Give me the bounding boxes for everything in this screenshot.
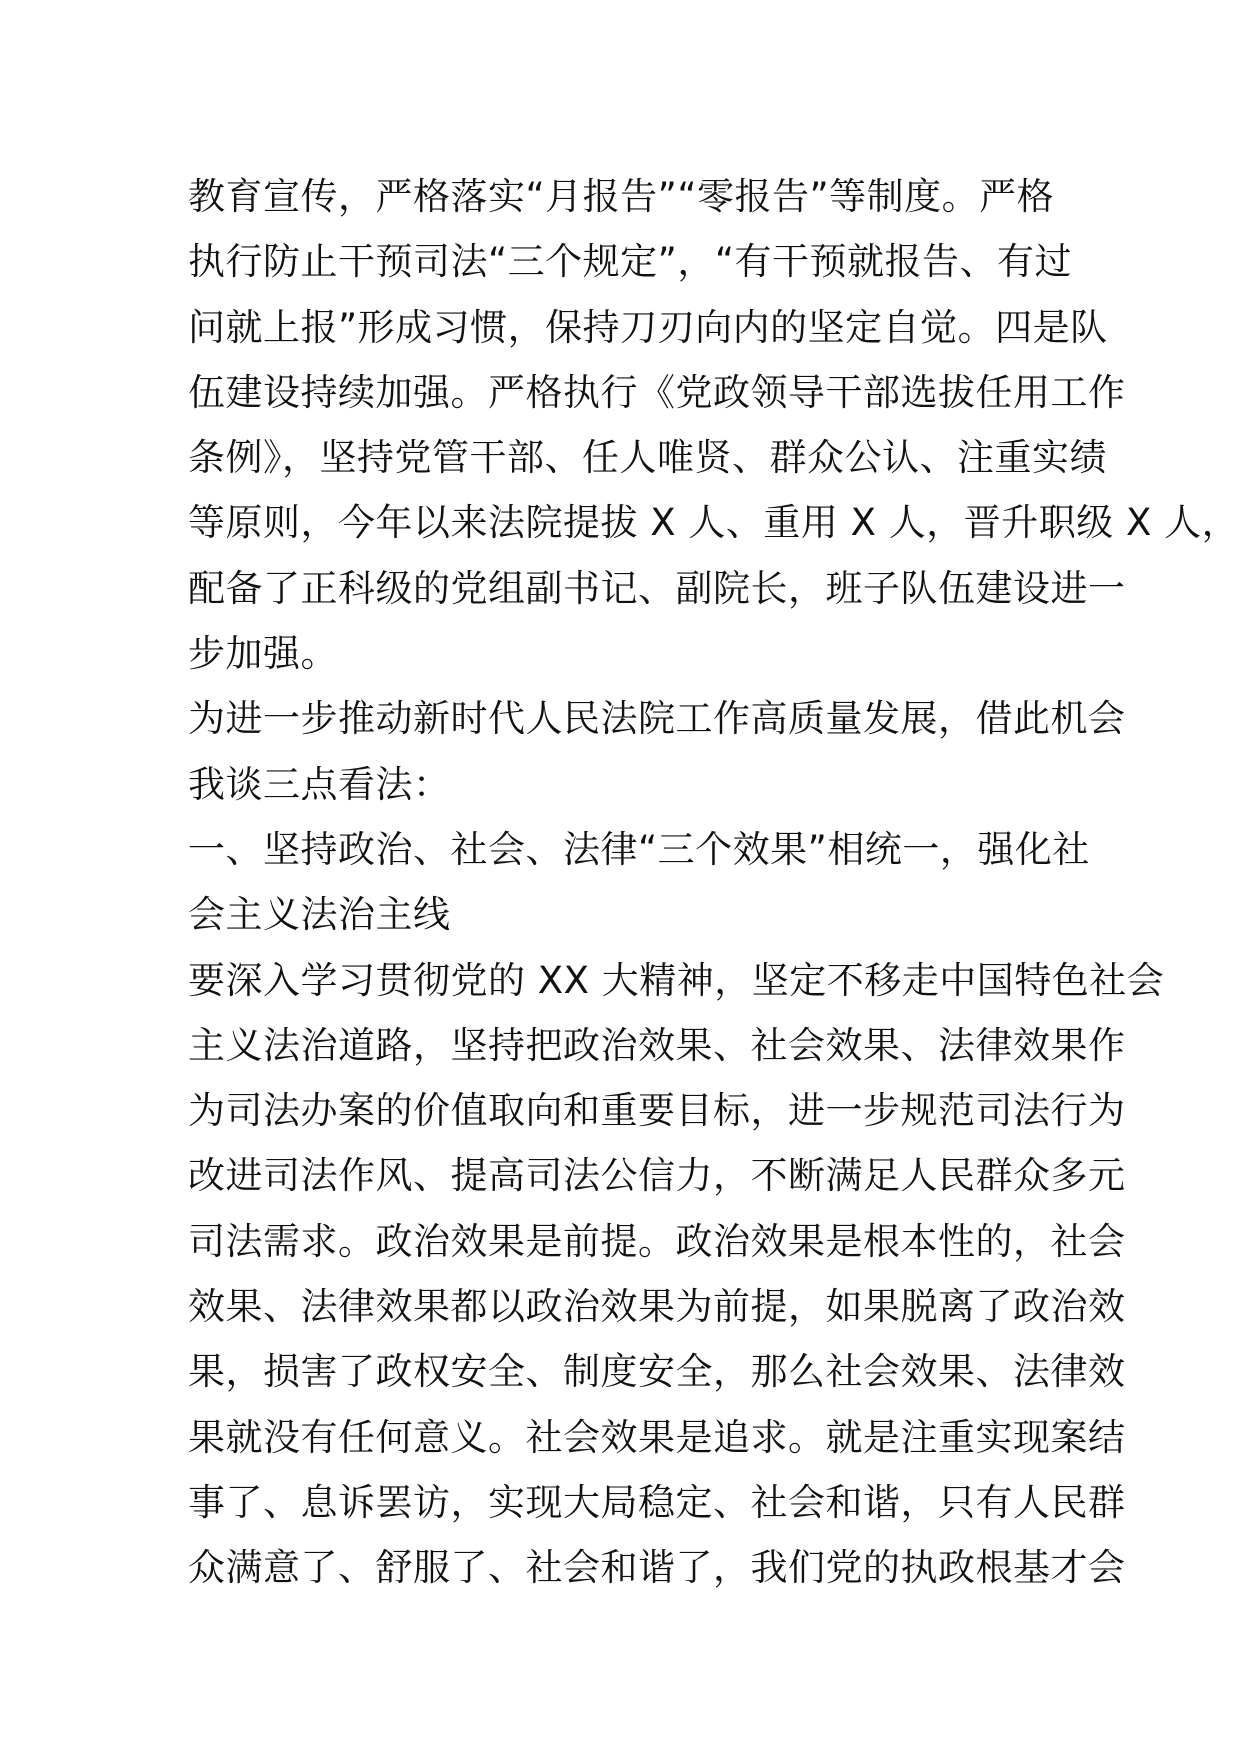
text-line: 主义法治道路，坚持把政治效果、社会效果、法律效果作 <box>188 1023 1126 1067</box>
text-line: 执行防止干预司法“三个规定”，“有干预就报告、有过 <box>188 240 1073 284</box>
text-line: 步加强。 <box>188 632 338 676</box>
text-line: 众满意了、舒服了、社会和谐了，我们党的执政根基才会 <box>188 1546 1126 1590</box>
text-line: 要深入学习贯彻党的 XX 大精神，坚定不移走中国特色社会 <box>188 958 1165 1002</box>
text-line: 为进一步推动新时代人民法院工作高质量发展，借此机会 <box>188 697 1126 741</box>
section-heading: 一、坚持政治、社会、法律“三个效果”相统一，强化社 <box>188 827 1090 871</box>
text-line: 事了、息诉罢访，实现大局稳定、社会和谐，只有人民群 <box>188 1480 1126 1524</box>
text-line: 等原则，今年以来法院提拔 X 人、重用 X 人，晋升职级 X 人， <box>188 501 1240 545</box>
text-line: 配备了正科级的党组副书记、副院长，班子队伍建设进一 <box>188 566 1126 610</box>
text-line: 伍建设持续加强。严格执行《党政领导干部选拔任用工作 <box>188 370 1126 414</box>
text-line: 改进司法作风、提高司法公信力，不断满足人民群众多元 <box>188 1154 1126 1198</box>
text-line: 教育宣传，严格落实“月报告”“零报告”等制度。严格 <box>188 175 1055 218</box>
section-heading: 会主义法治主线 <box>188 893 451 937</box>
text-line: 我谈三点看法： <box>188 762 451 806</box>
text-line: 问就上报”形成习惯，保持刀刃向内的坚定自觉。四是队 <box>188 305 1108 349</box>
text-line: 为司法办案的价值取向和重要目标，进一步规范司法行为 <box>188 1089 1126 1133</box>
text-line: 司法需求。政治效果是前提。政治效果是根本性的，社会 <box>188 1219 1126 1263</box>
text-line: 果就没有任何意义。社会效果是追求。就是注重实现案结 <box>188 1415 1126 1459</box>
text-line: 条例》，坚持党管干部、任人唯贤、群众公认、注重实绩 <box>188 436 1107 480</box>
text-line: 效果、法律效果都以政治效果为前提，如果脱离了政治效 <box>188 1285 1126 1329</box>
body-text <box>188 164 1240 1601</box>
text-line: 果，损害了政权安全、制度安全，那么社会效果、法律效 <box>188 1350 1126 1394</box>
